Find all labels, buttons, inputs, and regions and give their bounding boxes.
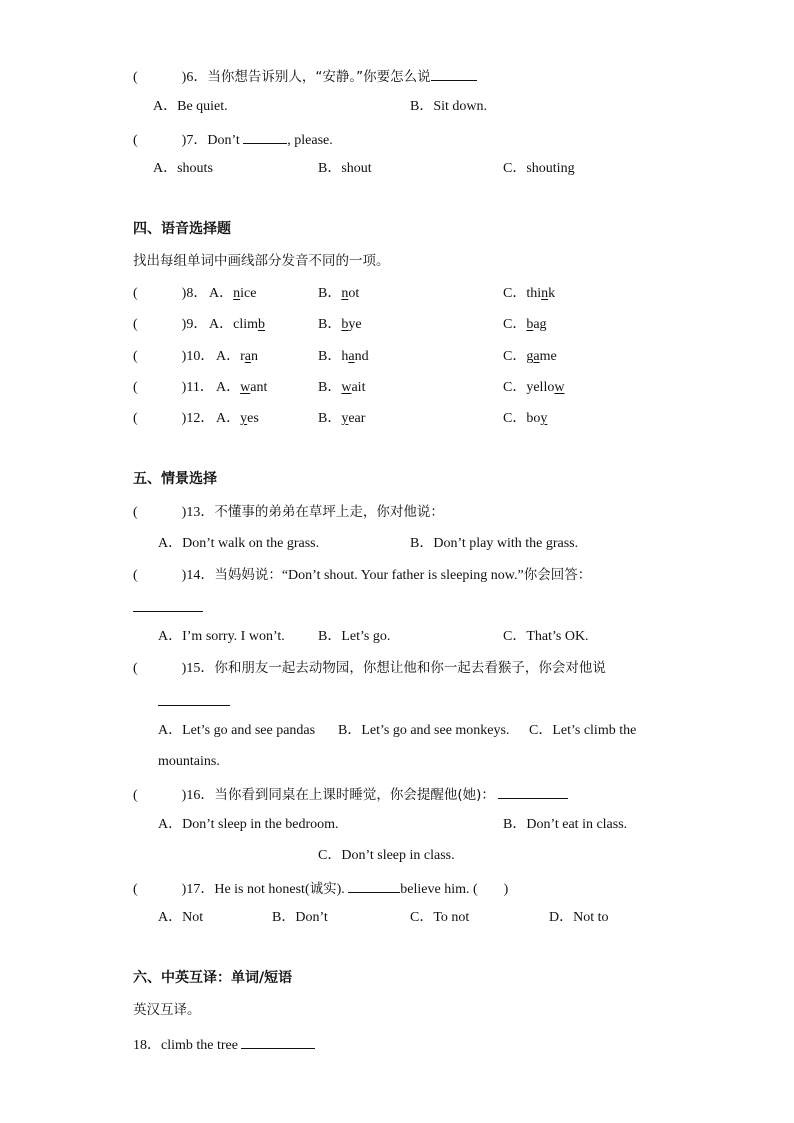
question-stem: 不懂事的弟弟在草坪上走，你对他说： bbox=[214, 504, 444, 520]
question-9: ( )9． bbox=[133, 317, 208, 332]
option-b[interactable]: B．Don’t bbox=[272, 910, 328, 925]
answer-bracket[interactable]: ( bbox=[133, 133, 138, 148]
option-a[interactable]: A．I’m sorry. I won’t. bbox=[158, 629, 285, 644]
option-b[interactable]: B．Let’s go. bbox=[318, 629, 391, 644]
question-stem: 你和朋友一起去动物园，你想让他和你一起去看猴子，你会对他说 bbox=[214, 660, 606, 676]
question-number: )14 bbox=[181, 568, 201, 583]
option-c[interactable]: C．game bbox=[503, 349, 557, 364]
section-6-instruction: 英汉互译。 bbox=[133, 1002, 201, 1018]
question-number: )8 bbox=[181, 286, 194, 301]
option-a[interactable]: A．Be quiet. bbox=[153, 99, 228, 114]
option-a[interactable]: A．ran bbox=[216, 349, 258, 364]
answer-bracket[interactable]: ( bbox=[133, 70, 138, 85]
option-b[interactable]: B．wait bbox=[318, 380, 366, 395]
question-number: )12 bbox=[181, 411, 201, 426]
answer-line[interactable] bbox=[133, 597, 203, 618]
question-number: )17 bbox=[181, 882, 201, 897]
option-b[interactable]: B．bye bbox=[318, 317, 362, 332]
stem-before: Don’t bbox=[207, 133, 240, 148]
option-c[interactable]: C．think bbox=[503, 286, 556, 301]
stem-after: , please. bbox=[287, 133, 333, 148]
option-c[interactable]: C．Let’s climb the bbox=[529, 723, 637, 738]
option-b[interactable]: B．year bbox=[318, 411, 366, 426]
question-6: ( )6．当你想告诉别人，“安静。”你要怎么说 bbox=[133, 66, 477, 87]
question-16: ( )16．当你看到同桌在上课时睡觉，你会提醒他(她)： bbox=[133, 784, 568, 805]
answer-blank[interactable] bbox=[498, 784, 568, 799]
answer-blank[interactable] bbox=[431, 66, 477, 81]
question-12: ( )12． bbox=[133, 411, 215, 426]
question-8: ( )8． bbox=[133, 286, 208, 301]
option-b[interactable]: B．not bbox=[318, 286, 360, 301]
question-17: ( )17．He is not honest(诚实). believe him. ( ) bbox=[133, 878, 508, 899]
question-number: )13 bbox=[181, 505, 201, 520]
question-number: )16 bbox=[181, 788, 201, 803]
question-14: ( )14．当妈妈说：“Don’t shout. Your father is sleeping now.”你会回答： bbox=[133, 567, 592, 583]
question-number: )9 bbox=[181, 317, 194, 332]
question-stem: 当你想告诉别人，“安静。”你要怎么说 bbox=[207, 69, 431, 85]
question-11: ( )11． bbox=[133, 380, 214, 395]
question-number: )15 bbox=[181, 661, 201, 676]
option-b[interactable]: B．Don’t eat in class. bbox=[503, 817, 628, 832]
option-b[interactable]: B．Sit down. bbox=[410, 99, 488, 114]
option-a[interactable]: A．shouts bbox=[153, 161, 213, 176]
answer-blank[interactable] bbox=[348, 878, 400, 893]
answer-blank[interactable] bbox=[241, 1034, 315, 1049]
question-15: ( )15．你和朋友一起去动物园，你想让他和你一起去看猴子，你会对他说 bbox=[133, 660, 606, 676]
answer-blank[interactable] bbox=[158, 691, 230, 706]
option-c-continued: mountains. bbox=[158, 754, 220, 769]
question-7: ( )7．Don’t , please. bbox=[133, 129, 333, 150]
question-number: )7 bbox=[181, 133, 194, 148]
section-4-title: 四、语音选择题 bbox=[133, 221, 231, 237]
option-d[interactable]: D．Not to bbox=[549, 910, 609, 925]
option-b[interactable]: B．shout bbox=[318, 161, 372, 176]
question-13: ( )13．不懂事的弟弟在草坪上走，你对他说： bbox=[133, 504, 444, 520]
answer-line[interactable] bbox=[158, 691, 230, 712]
answer-blank[interactable] bbox=[243, 129, 287, 144]
option-a[interactable]: A．Not bbox=[158, 910, 204, 925]
option-a[interactable]: A．Don’t walk on the grass. bbox=[158, 536, 320, 551]
option-a[interactable]: A．Let’s go and see pandas bbox=[158, 723, 316, 738]
section-5-title: 五、情景选择 bbox=[133, 471, 217, 487]
option-c[interactable]: C．boy bbox=[503, 411, 548, 426]
option-c[interactable]: C．yellow bbox=[503, 380, 565, 395]
answer-blank[interactable] bbox=[133, 597, 203, 612]
option-a[interactable]: A．want bbox=[216, 380, 268, 395]
option-b[interactable]: B．Don’t play with the grass. bbox=[410, 536, 579, 551]
question-18 bbox=[133, 1034, 315, 1055]
option-c[interactable]: C．shouting bbox=[503, 161, 575, 176]
option-a[interactable]: A．Don’t sleep in the bedroom. bbox=[158, 817, 339, 832]
question-stem: 当你看到同桌在上课时睡觉，你会提醒他(她)： bbox=[214, 787, 495, 803]
option-b[interactable]: B．hand bbox=[318, 349, 369, 364]
option-c[interactable]: C．That’s OK. bbox=[503, 629, 589, 644]
question-number: )10 bbox=[181, 349, 201, 364]
option-c[interactable]: C．bag bbox=[503, 317, 547, 332]
section-4-instruction: 找出每组单词中画线部分发音不同的一项。 bbox=[133, 253, 390, 269]
option-a[interactable]: A．nice bbox=[209, 286, 257, 301]
question-10: ( )10． bbox=[133, 349, 215, 364]
question-label: 18．climb the tree bbox=[133, 1038, 238, 1053]
option-a[interactable]: A．yes bbox=[216, 411, 259, 426]
section-6-title: 六、中英互译：单词/短语 bbox=[133, 970, 293, 986]
option-a[interactable]: A．climb bbox=[209, 317, 265, 332]
question-number: )6 bbox=[181, 70, 194, 85]
question-number: )11 bbox=[181, 380, 200, 395]
option-c[interactable]: C．To not bbox=[410, 910, 470, 925]
option-c[interactable]: C．Don’t sleep in class. bbox=[318, 848, 455, 863]
option-b[interactable]: B．Let’s go and see monkeys. bbox=[338, 723, 510, 738]
